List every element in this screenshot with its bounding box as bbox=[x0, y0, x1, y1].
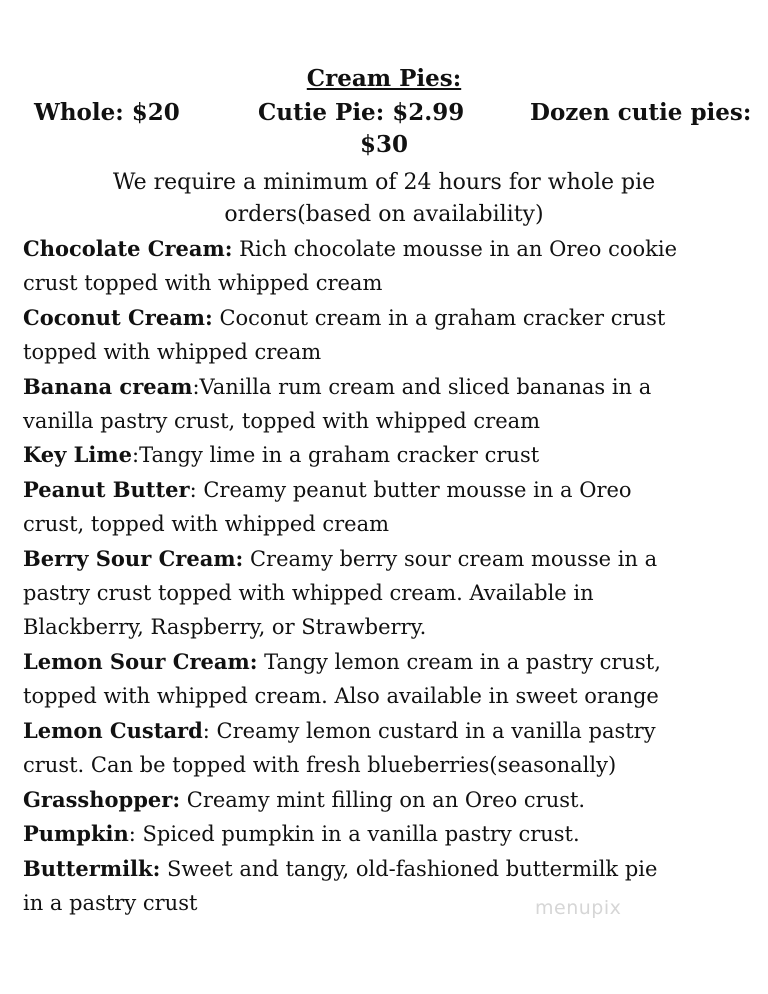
pie-item-lemon-custard bbox=[23, 714, 753, 783]
pie-description: Coconut cream in a graham cracker crust bbox=[212, 305, 666, 330]
pie-description: vanilla pastry crust, topped with whipped cream bbox=[23, 408, 541, 433]
pie-description: crust, topped with whipped cream bbox=[23, 512, 390, 537]
order-notice-line-2: orders(based on availability) bbox=[224, 202, 544, 227]
pie-item-coconut-cream bbox=[23, 301, 753, 370]
price-dozen-value: $30 bbox=[359, 131, 408, 158]
pie-item-peanut-butter bbox=[23, 473, 753, 542]
pie-description: topped with whipped cream bbox=[23, 339, 322, 364]
pie-description: Creamy berry sour cream mousse in a bbox=[243, 547, 658, 572]
pie-item-line bbox=[23, 852, 753, 887]
pie-description: crust. Can be topped with fresh blueberries(seasonally) bbox=[23, 752, 617, 777]
pie-list bbox=[23, 232, 753, 921]
pie-item-lemon-sour-cream bbox=[23, 645, 753, 714]
price-cutie-pie: Cutie Pie: $2.99 bbox=[258, 99, 465, 126]
price-list bbox=[0, 97, 768, 161]
pie-description: : Spiced pumpkin in a vanilla pastry crust. bbox=[128, 822, 580, 847]
pie-item-line bbox=[23, 714, 753, 749]
pie-name: Pumpkin bbox=[23, 821, 129, 847]
pie-description: : Creamy peanut butter mousse in a Oreo bbox=[189, 478, 632, 503]
pie-name: Coconut Cream: bbox=[23, 304, 213, 330]
pie-item-line bbox=[23, 783, 753, 818]
pie-name: Banana cream bbox=[23, 373, 193, 399]
pie-name: Lemon Custard bbox=[23, 717, 203, 743]
watermark-logo: menupix bbox=[535, 897, 622, 919]
order-notice bbox=[0, 167, 768, 231]
pie-item-chocolate-cream bbox=[23, 232, 753, 301]
pie-name: Peanut Butter bbox=[23, 477, 190, 503]
pie-item-line bbox=[23, 232, 753, 267]
pie-name: Berry Sour Cream: bbox=[23, 546, 244, 572]
pie-description: :Vanilla rum cream and sliced bananas in a bbox=[192, 374, 652, 399]
pie-item-line bbox=[23, 817, 753, 852]
pie-description: topped with whipped cream. Also available in sweet orange bbox=[23, 683, 659, 708]
pie-item-banana-cream bbox=[23, 370, 753, 439]
price-dozen-label: Dozen cutie pies: bbox=[530, 99, 752, 126]
pie-description: Rich chocolate mousse in an Oreo cookie bbox=[232, 237, 678, 261]
pie-name: Grasshopper: bbox=[23, 786, 181, 812]
pie-description: Tangy lemon cream in a pastry crust, bbox=[257, 649, 661, 674]
pie-name: Chocolate Cream: bbox=[23, 236, 233, 261]
pie-description: pastry crust topped with whipped cream. Available in bbox=[23, 581, 594, 606]
menu-title: Cream Pies: bbox=[306, 65, 462, 92]
pie-name: Lemon Sour Cream: bbox=[23, 648, 258, 674]
order-notice-line-1: We require a minimum of 24 hours for whole pie bbox=[112, 170, 656, 195]
pie-description: Sweet and tangy, old-fashioned buttermilk pie bbox=[160, 857, 658, 882]
pie-description: : Creamy lemon custard in a vanilla pastry bbox=[202, 718, 656, 743]
pie-item-key-lime bbox=[23, 438, 753, 473]
pie-description: crust topped with whipped cream bbox=[23, 270, 383, 295]
pie-description: Blackberry, Raspberry, or Strawberry. bbox=[23, 614, 427, 639]
pie-item-line bbox=[23, 438, 753, 473]
pie-description: in a pastry crust bbox=[23, 891, 198, 916]
pie-item-line bbox=[23, 645, 753, 680]
pie-item-grasshopper bbox=[23, 783, 753, 818]
pie-item-line bbox=[23, 301, 753, 336]
pie-item-buttermilk bbox=[23, 852, 753, 921]
pie-item-berry-sour-cream bbox=[23, 542, 753, 645]
pie-item-pumpkin bbox=[23, 817, 753, 852]
pie-description: :Tangy lime in a graham cracker crust bbox=[132, 443, 540, 468]
price-whole-pie: Whole: $20 bbox=[34, 99, 180, 126]
pie-description: Creamy mint filling on an Oreo crust. bbox=[180, 787, 586, 812]
pie-name: Key Lime bbox=[23, 442, 132, 468]
pie-item-line bbox=[23, 370, 753, 405]
pie-name: Buttermilk: bbox=[23, 856, 161, 882]
pie-item-line bbox=[23, 473, 753, 508]
pie-item-line bbox=[23, 542, 753, 577]
